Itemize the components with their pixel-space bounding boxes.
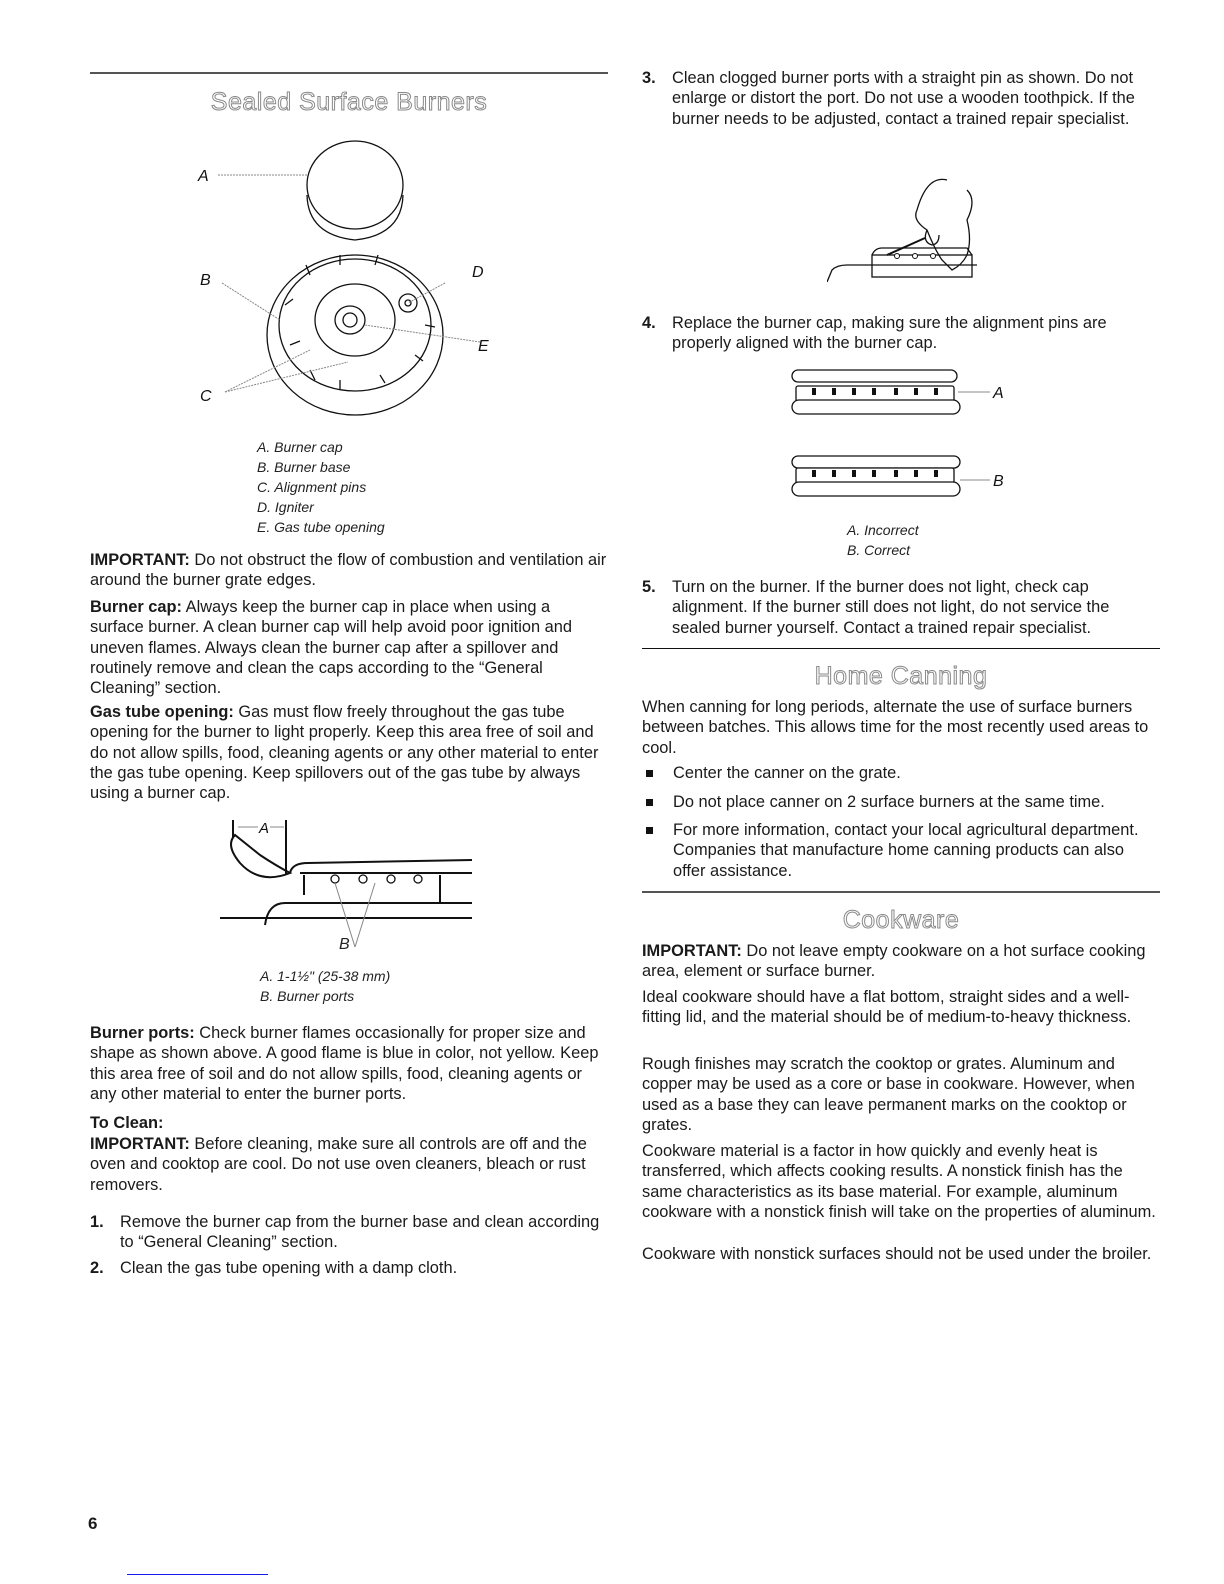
page-number: 6 — [88, 1514, 98, 1533]
caption-a: A. Incorrect — [847, 522, 919, 538]
label-e: E — [478, 338, 489, 355]
important-cleaning-note: IMPORTANT: Before cleaning, make sure all controls are off and the oven and cooktop are cool. Do not use oven cleaners, bleach or rust removers. — [90, 1135, 587, 1194]
cookware-paragraph: Cookware with nonstick surfaces should not be used under the broiler. — [642, 1245, 1152, 1263]
caption-a: A. 1-1½" (25-38 mm) — [260, 968, 391, 984]
label-b: B — [200, 272, 211, 289]
step-1 — [90, 1212, 608, 1253]
burner-cap-paragraph: Burner cap: Always keep the burner cap in place when using a surface burner. A clean burner cap will help avoid poor ignition and uneven flames. Always clean the burner cap after a spillover and routinely remove and clean the caps according to the “General Cleaning” section. — [90, 598, 573, 698]
step-2 — [90, 1258, 608, 1278]
step-text: Clean clogged burner ports with a straight pin as shown. Do not enlarge or distort the port. Do not use a wooden toothpick. If the burner needs to be adjusted, contact a trained repair specialist. — [672, 69, 1135, 128]
figure2-captions — [260, 966, 390, 1006]
label-a: A — [993, 385, 1004, 402]
caption-c: C. Alignment pins — [257, 479, 367, 495]
important-combustion-note: IMPORTANT: Do not obstruct the flow of combustion and ventilation air around the burner grate edges. — [90, 551, 607, 590]
step-number: 5. — [642, 578, 656, 596]
step-number: 1. — [90, 1213, 104, 1231]
step-text: Clean the gas tube opening with a damp cloth. — [120, 1259, 458, 1277]
bullet-square-icon — [646, 799, 653, 806]
cap-alignment-diagram — [790, 368, 1020, 508]
label-c: C — [200, 388, 212, 405]
step-5 — [642, 577, 1160, 638]
cookware-paragraph: Cookware material is a factor in how quickly and evenly heat is transferred, which affects cooking results. A nonstick finish has the same characteristics as its base material. For example, aluminum cookware with a nonstick finish will take on the properties of aluminum. — [642, 1142, 1156, 1221]
label-a: A — [259, 820, 270, 837]
caption-d: D. Igniter — [257, 499, 314, 515]
bullet-item — [642, 763, 1160, 783]
section-title-sealed-surface-burners: Sealed Surface Burners — [210, 88, 488, 116]
section-divider — [90, 72, 608, 74]
step-4 — [642, 313, 1160, 354]
cookware-important-note: IMPORTANT: Do not leave empty cookware on a hot surface cooking area, element or surface burner. — [642, 942, 1146, 981]
burner-ports-paragraph: Burner ports: Check burner flames occasionally for proper size and shape as shown above. A good flame is blue in color, not yellow. Keep this area free of soil and do not allow spills, food, cleaning agents or any other material to enter the burner ports. — [90, 1024, 599, 1103]
caption-e: E. Gas tube opening — [257, 519, 385, 535]
burner-flame-diagram — [220, 815, 480, 960]
step-number: 2. — [90, 1259, 104, 1277]
gas-tube-paragraph: Gas tube opening: Gas must flow freely throughout the gas tube opening for the burner to light properly. Keep this area free of soil and do not allow spills, food, cleaning agents or any other material to enter the gas tube opening. Keep spillovers out of the gas tube by always using a burner cap. — [90, 703, 599, 803]
to-clean-heading: To Clean: — [90, 1114, 164, 1132]
figure3-captions — [847, 520, 919, 560]
bullet-item — [642, 820, 1160, 881]
step-text: Remove the burner cap from the burner base and clean according to “General Cleaning” section. — [120, 1213, 600, 1252]
caption-b: B. Burner ports — [260, 988, 355, 1004]
label-b: B — [339, 936, 350, 953]
label-a: A — [198, 168, 209, 185]
step-number: 4. — [642, 314, 656, 332]
caption-a: A. Burner cap — [257, 439, 343, 455]
bullet-text: For more information, contact your local agricultural department. Companies that manufacture home canning products can also offer assistance. — [673, 821, 1139, 880]
step-3 — [642, 68, 1160, 129]
bottom-link-underline[interactable] — [127, 1574, 268, 1575]
bullet-square-icon — [646, 827, 653, 834]
pin-cleaning-diagram — [827, 160, 977, 285]
caption-b: B. Correct — [847, 542, 911, 558]
bullet-item — [642, 792, 1160, 812]
section-title-home-canning: Home Canning — [814, 662, 988, 690]
label-d: D — [472, 264, 484, 281]
bullet-text: Do not place canner on 2 surface burners at the same time. — [673, 793, 1105, 811]
figure1-captions — [257, 437, 385, 537]
bullet-square-icon — [646, 770, 653, 777]
caption-b: B. Burner base — [257, 459, 351, 475]
burner-exploded-diagram — [190, 135, 510, 430]
cookware-paragraph: Rough finishes may scratch the cooktop or grates. Aluminum and copper may be used as a core or base in cookware. However, when used as a base they can leave permanent marks on the cooktop or grates. — [642, 1055, 1135, 1134]
section-divider — [642, 648, 1160, 649]
cookware-paragraph: Ideal cookware should have a flat bottom, straight sides and a well-fitting lid, and the material should be of medium-to-heavy thickness. — [642, 988, 1132, 1027]
home-canning-intro: When canning for long periods, alternate the use of surface burners between batches. This allows time for the most recently used areas to cool. — [642, 698, 1149, 757]
bullet-text: Center the canner on the grate. — [673, 764, 901, 782]
step-number: 3. — [642, 69, 656, 87]
section-title-cookware: Cookware — [842, 906, 960, 934]
label-b: B — [993, 473, 1004, 490]
step-text: Turn on the burner. If the burner does not light, check cap alignment. If the burner still does not light, do not service the sealed burner yourself. Contact a trained repair specialist. — [672, 578, 1110, 637]
step-text: Replace the burner cap, making sure the alignment pins are properly aligned with the burner cap. — [672, 314, 1107, 353]
section-divider — [642, 891, 1160, 893]
